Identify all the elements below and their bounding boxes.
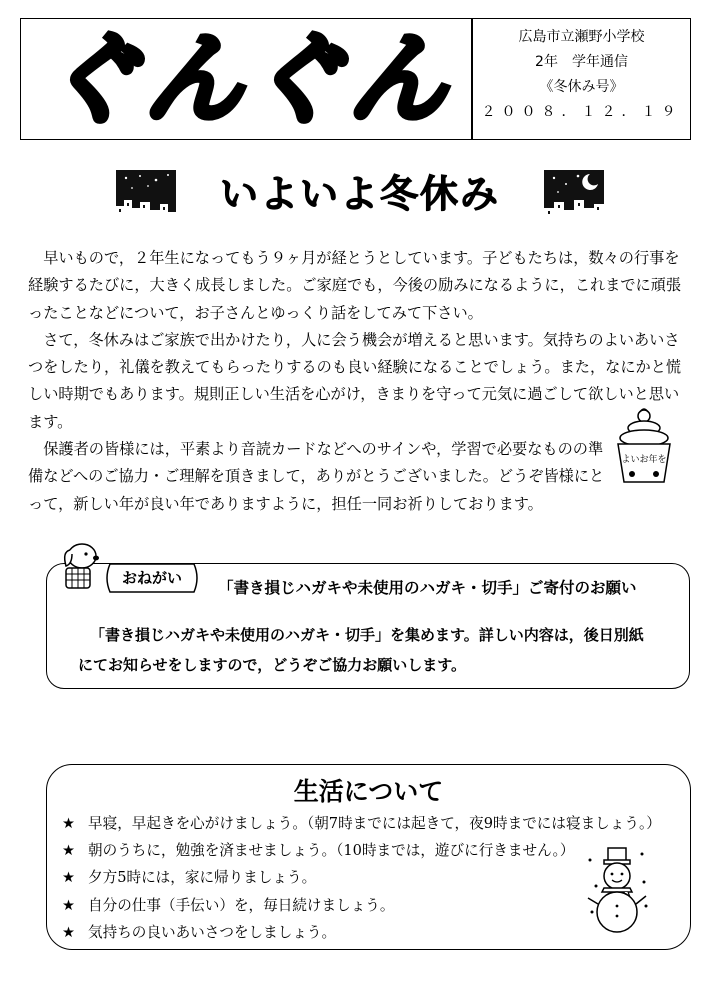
rule-item bbox=[62, 810, 662, 837]
school-name: 広島市立瀬野小学校 bbox=[518, 29, 645, 45]
rule-item bbox=[62, 837, 662, 864]
snowman-icon bbox=[584, 846, 650, 936]
dog-holding-basket-icon bbox=[56, 538, 116, 598]
winter-break-banner bbox=[116, 168, 604, 220]
night-town-left-icon bbox=[116, 168, 176, 220]
rule-text: 早寝，早起きを心がけましょう。（朝7時までには起きて，夜9時までには寝ましょう。） bbox=[88, 815, 661, 832]
intro-paragraph: 保護者の皆様には，平素より音読カードなどへのサインや，学習で必要なものの準備などへのご協力・ご理解を頂きまして，ありがとうございました。どうぞ皆様にとって，新しい年が良い年でありますように，担任一同お祈りしております。 bbox=[28, 440, 605, 513]
donation-line: 「書き損じハガキや未使用のハガキ・切手」を集めます。詳しい内容は，後日別紙 bbox=[90, 626, 644, 644]
onegai-tab bbox=[104, 560, 200, 596]
issue-label: 《冬休み号》 bbox=[539, 79, 624, 95]
night-town-right-icon bbox=[544, 168, 604, 220]
star-icon: ★ bbox=[62, 869, 76, 887]
daily-life-title: 生活について bbox=[293, 777, 444, 806]
onegai-tab-label: おねがい bbox=[121, 569, 182, 587]
intro-paragraph: さて，冬休みはご家族で出かけたり，人に会う機会が増えると思います。気持ちのよいあいさつをしたり，礼儀を教えてもらったりするのも良い経験になることでしょう。また，なにかと慌しい時期でもあります。規則正しい生活を心がけ，きまりを守って元気に過ごして欲しいと思います。 bbox=[28, 330, 682, 431]
rule-text: 気持ちの良いあいさつをしましょう。 bbox=[88, 923, 337, 941]
daily-life-rules bbox=[62, 810, 662, 946]
rule-text: 自分の仕事（手伝い）を，毎日続けましょう。 bbox=[88, 896, 395, 914]
rule-text: 朝のうちに，勉強を済ませましょう。（10時までは，遊びに行きません。） bbox=[88, 842, 575, 860]
newsletter-title: ぐんぐん bbox=[41, 23, 451, 135]
star-icon: ★ bbox=[62, 923, 76, 941]
school-info bbox=[473, 25, 690, 125]
donation-line: にてお知らせをしますので，どうぞご協力お願いします。 bbox=[78, 656, 467, 674]
grade-label: 2年 学年通信 bbox=[535, 54, 628, 70]
newsletter-title-logo bbox=[31, 23, 461, 135]
intro-text bbox=[28, 245, 690, 518]
star-icon: ★ bbox=[62, 842, 76, 860]
donation-heading: 「書き損じハガキや未使用のハガキ・切手」ご寄付のお願い bbox=[218, 579, 637, 597]
header-box bbox=[20, 18, 691, 140]
rule-item bbox=[62, 919, 662, 946]
intro-paragraph: 早いもので，２年生になってもう９ヶ月が経とうとしています。子どもたちは，数々の行事を経験するたびに，大きく成長しました。ご家庭でも，今後の励みになるように，これまでに頑張ったことなどについて，お子さんとゆっくり話をしてみて下さい。 bbox=[28, 249, 682, 322]
issue-date: ２００８．１２．１９ bbox=[481, 104, 682, 120]
kagami-greeting: よいお年を bbox=[621, 455, 667, 465]
donation-body bbox=[78, 620, 678, 680]
kagami-mochi-icon bbox=[612, 406, 676, 486]
rule-item bbox=[62, 892, 662, 919]
rule-item bbox=[62, 864, 662, 891]
banner-title: いよいよ冬休み bbox=[219, 172, 500, 216]
star-icon: ★ bbox=[62, 815, 76, 832]
rule-text: 夕方5時には，家に帰りましょう。 bbox=[88, 869, 317, 887]
star-icon: ★ bbox=[62, 896, 76, 914]
